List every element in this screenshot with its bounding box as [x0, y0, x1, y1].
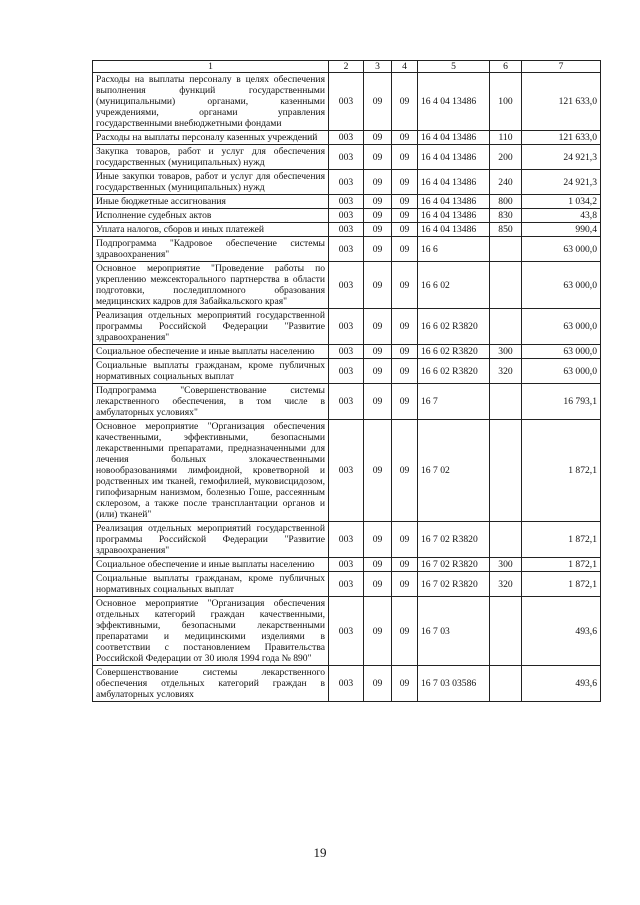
ministry-code: 003	[329, 384, 364, 420]
section-code: 09	[364, 73, 392, 131]
page-number: 19	[313, 845, 327, 860]
section-code: 09	[364, 170, 392, 195]
target-article-code: 16 6 02 R3820	[418, 345, 490, 359]
amount: 1 872,1	[522, 558, 601, 572]
ministry-code: 003	[329, 522, 364, 558]
subsection-code: 09	[392, 209, 418, 223]
row-description: Иные закупки товаров, работ и услуг для обеспечения государственных (муниципальных) нужд	[93, 170, 329, 195]
section-code: 09	[364, 262, 392, 309]
subsection-code: 09	[392, 384, 418, 420]
expense-type-code: 300	[490, 345, 522, 359]
subsection-code: 09	[392, 309, 418, 345]
section-code: 09	[364, 420, 392, 522]
target-article-code: 16 6	[418, 237, 490, 262]
section-code: 09	[364, 597, 392, 666]
table-row	[93, 209, 601, 223]
section-code: 09	[364, 666, 392, 702]
amount: 493,6	[522, 597, 601, 666]
col-header: 7	[522, 61, 601, 73]
expense-type-code: 800	[490, 195, 522, 209]
section-code: 09	[364, 131, 392, 145]
section-code: 09	[364, 572, 392, 597]
amount: 1 872,1	[522, 572, 601, 597]
target-article-code: 16 4 04 13486	[418, 131, 490, 145]
expense-type-code	[490, 597, 522, 666]
table-row	[93, 384, 601, 420]
table-row	[93, 309, 601, 345]
amount: 1 034,2	[522, 195, 601, 209]
section-code: 09	[364, 209, 392, 223]
expense-type-code	[490, 666, 522, 702]
amount: 1 872,1	[522, 522, 601, 558]
ministry-code: 003	[329, 597, 364, 666]
amount: 493,6	[522, 666, 601, 702]
ministry-code: 003	[329, 223, 364, 237]
section-code: 09	[364, 359, 392, 384]
subsection-code: 09	[392, 572, 418, 597]
subsection-code: 09	[392, 262, 418, 309]
col-header: 2	[329, 61, 364, 73]
ministry-code: 003	[329, 73, 364, 131]
table-row	[93, 572, 601, 597]
section-code: 09	[364, 195, 392, 209]
row-description: Расходы на выплаты персоналу казенных учреждений	[93, 131, 329, 145]
row-description: Социальные выплаты гражданам, кроме публичных нормативных социальных выплат	[93, 572, 329, 597]
target-article-code: 16 6 02 R3820	[418, 359, 490, 384]
row-description: Основное мероприятие "Проведение работы по укреплению межсекторального партнерства в области подготовки, последипломного образования медицинских кадров для Забайкальского края"	[93, 262, 329, 309]
expense-type-code	[490, 384, 522, 420]
row-description: Подпрограмма "Кадровое обеспечение системы здравоохранения"	[93, 237, 329, 262]
amount: 63 000,0	[522, 345, 601, 359]
table-row	[93, 237, 601, 262]
col-header: 4	[392, 61, 418, 73]
amount: 63 000,0	[522, 237, 601, 262]
expense-type-code: 300	[490, 558, 522, 572]
ministry-code: 003	[329, 420, 364, 522]
amount: 24 921,3	[522, 170, 601, 195]
target-article-code: 16 7 02	[418, 420, 490, 522]
subsection-code: 09	[392, 597, 418, 666]
amount: 43,8	[522, 209, 601, 223]
table-row	[93, 131, 601, 145]
row-description: Иные бюджетные ассигнования	[93, 195, 329, 209]
row-description: Реализация отдельных мероприятий государственной программы Российской Федерации "Развитие здравоохранения"	[93, 522, 329, 558]
table-row	[93, 195, 601, 209]
table-row	[93, 223, 601, 237]
table-row	[93, 73, 601, 131]
ministry-code: 003	[329, 237, 364, 262]
subsection-code: 09	[392, 223, 418, 237]
target-article-code: 16 6 02 R3820	[418, 309, 490, 345]
row-description: Расходы на выплаты персоналу в целях обеспечения выполнения функций государственными (муниципальными) органами, казенными учреждениями, органами управления государственными внебюджетными фондами	[93, 73, 329, 131]
section-code: 09	[364, 237, 392, 262]
expense-type-code	[490, 522, 522, 558]
expense-type-code: 100	[490, 73, 522, 131]
table-row	[93, 359, 601, 384]
subsection-code: 09	[392, 359, 418, 384]
header-row	[93, 61, 601, 73]
target-article-code: 16 7 03	[418, 597, 490, 666]
ministry-code: 003	[329, 666, 364, 702]
expense-type-code: 200	[490, 145, 522, 170]
amount: 63 000,0	[522, 309, 601, 345]
target-article-code: 16 7 02 R3820	[418, 572, 490, 597]
ministry-code: 003	[329, 131, 364, 145]
subsection-code: 09	[392, 131, 418, 145]
target-article-code: 16 7 02 R3820	[418, 558, 490, 572]
col-header: 3	[364, 61, 392, 73]
expense-type-code: 850	[490, 223, 522, 237]
amount: 990,4	[522, 223, 601, 237]
table-row	[93, 345, 601, 359]
ministry-code: 003	[329, 170, 364, 195]
subsection-code: 09	[392, 420, 418, 522]
row-description: Реализация отдельных мероприятий государственной программы Российской Федерации "Развитие здравоохранения"	[93, 309, 329, 345]
expense-type-code	[490, 237, 522, 262]
expense-type-code	[490, 309, 522, 345]
col-header: 1	[93, 61, 329, 73]
row-description: Закупка товаров, работ и услуг для обеспечения государственных (муниципальных) нужд	[93, 145, 329, 170]
ministry-code: 003	[329, 558, 364, 572]
ministry-code: 003	[329, 145, 364, 170]
ministry-code: 003	[329, 345, 364, 359]
ministry-code: 003	[329, 572, 364, 597]
target-article-code: 16 4 04 13486	[418, 73, 490, 131]
expense-type-code: 240	[490, 170, 522, 195]
row-description: Социальное обеспечение и иные выплаты населению	[93, 558, 329, 572]
subsection-code: 09	[392, 522, 418, 558]
section-code: 09	[364, 223, 392, 237]
section-code: 09	[364, 345, 392, 359]
section-code: 09	[364, 558, 392, 572]
target-article-code: 16 4 04 13486	[418, 209, 490, 223]
row-description: Подпрограмма "Совершенствование системы лекарственного обеспечения, в том числе в амбулаторных условиях"	[93, 384, 329, 420]
row-description: Совершенствование системы лекарственного обеспечения отдельных категорий граждан в амбулаторных условиях	[93, 666, 329, 702]
row-description: Социальные выплаты гражданам, кроме публичных нормативных социальных выплат	[93, 359, 329, 384]
row-description: Исполнение судебных актов	[93, 209, 329, 223]
subsection-code: 09	[392, 73, 418, 131]
amount: 121 633,0	[522, 73, 601, 131]
subsection-code: 09	[392, 237, 418, 262]
table-row	[93, 522, 601, 558]
col-header: 5	[418, 61, 490, 73]
table-row	[93, 666, 601, 702]
subsection-code: 09	[392, 345, 418, 359]
target-article-code: 16 4 04 13486	[418, 145, 490, 170]
ministry-code: 003	[329, 359, 364, 384]
table-body	[93, 73, 601, 702]
target-article-code: 16 7	[418, 384, 490, 420]
table-row	[93, 145, 601, 170]
expense-type-code: 320	[490, 572, 522, 597]
ministry-code: 003	[329, 262, 364, 309]
ministry-code: 003	[329, 309, 364, 345]
expense-type-code	[490, 262, 522, 309]
table-row	[93, 558, 601, 572]
amount: 24 921,3	[522, 145, 601, 170]
expense-type-code	[490, 420, 522, 522]
target-article-code: 16 4 04 13486	[418, 223, 490, 237]
amount: 16 793,1	[522, 384, 601, 420]
section-code: 09	[364, 522, 392, 558]
target-article-code: 16 7 03 03586	[418, 666, 490, 702]
section-code: 09	[364, 309, 392, 345]
subsection-code: 09	[392, 558, 418, 572]
section-code: 09	[364, 384, 392, 420]
target-article-code: 16 4 04 13486	[418, 195, 490, 209]
table-row	[93, 420, 601, 522]
amount: 1 872,1	[522, 420, 601, 522]
target-article-code: 16 7 02 R3820	[418, 522, 490, 558]
subsection-code: 09	[392, 145, 418, 170]
amount: 63 000,0	[522, 359, 601, 384]
row-description: Основное мероприятие "Организация обеспечения качественными, эффективными, безопасными лекарственными препаратами, предназначенными для лечения больных злокачественными новообразованиями лимфоидной, кроветворной и родственных им тканей, гемофилией, муковисцидозом, гипофизарным нанизмом, болезнью Гоше, рассеянным склерозом, а также после трансплантации органов и (или) тканей"	[93, 420, 329, 522]
amount: 63 000,0	[522, 262, 601, 309]
ministry-code: 003	[329, 195, 364, 209]
row-description: Уплата налогов, сборов и иных платежей	[93, 223, 329, 237]
budget-table	[92, 60, 601, 702]
row-description: Социальное обеспечение и иные выплаты населению	[93, 345, 329, 359]
ministry-code: 003	[329, 209, 364, 223]
col-header: 6	[490, 61, 522, 73]
expense-type-code: 110	[490, 131, 522, 145]
subsection-code: 09	[392, 170, 418, 195]
section-code: 09	[364, 145, 392, 170]
table-row	[93, 170, 601, 195]
table-row	[93, 597, 601, 666]
expense-type-code: 320	[490, 359, 522, 384]
row-description: Основное мероприятие "Организация обеспечения отдельных категорий граждан качественными, эффективными, безопасными лекарственными препаратами и медицинскими изделиями в соответствии с постановлением Правительства Российской Федерации от 30 июля 1994 года № 890"	[93, 597, 329, 666]
subsection-code: 09	[392, 195, 418, 209]
target-article-code: 16 6 02	[418, 262, 490, 309]
table-row	[93, 262, 601, 309]
subsection-code: 09	[392, 666, 418, 702]
amount: 121 633,0	[522, 131, 601, 145]
target-article-code: 16 4 04 13486	[418, 170, 490, 195]
expense-type-code: 830	[490, 209, 522, 223]
